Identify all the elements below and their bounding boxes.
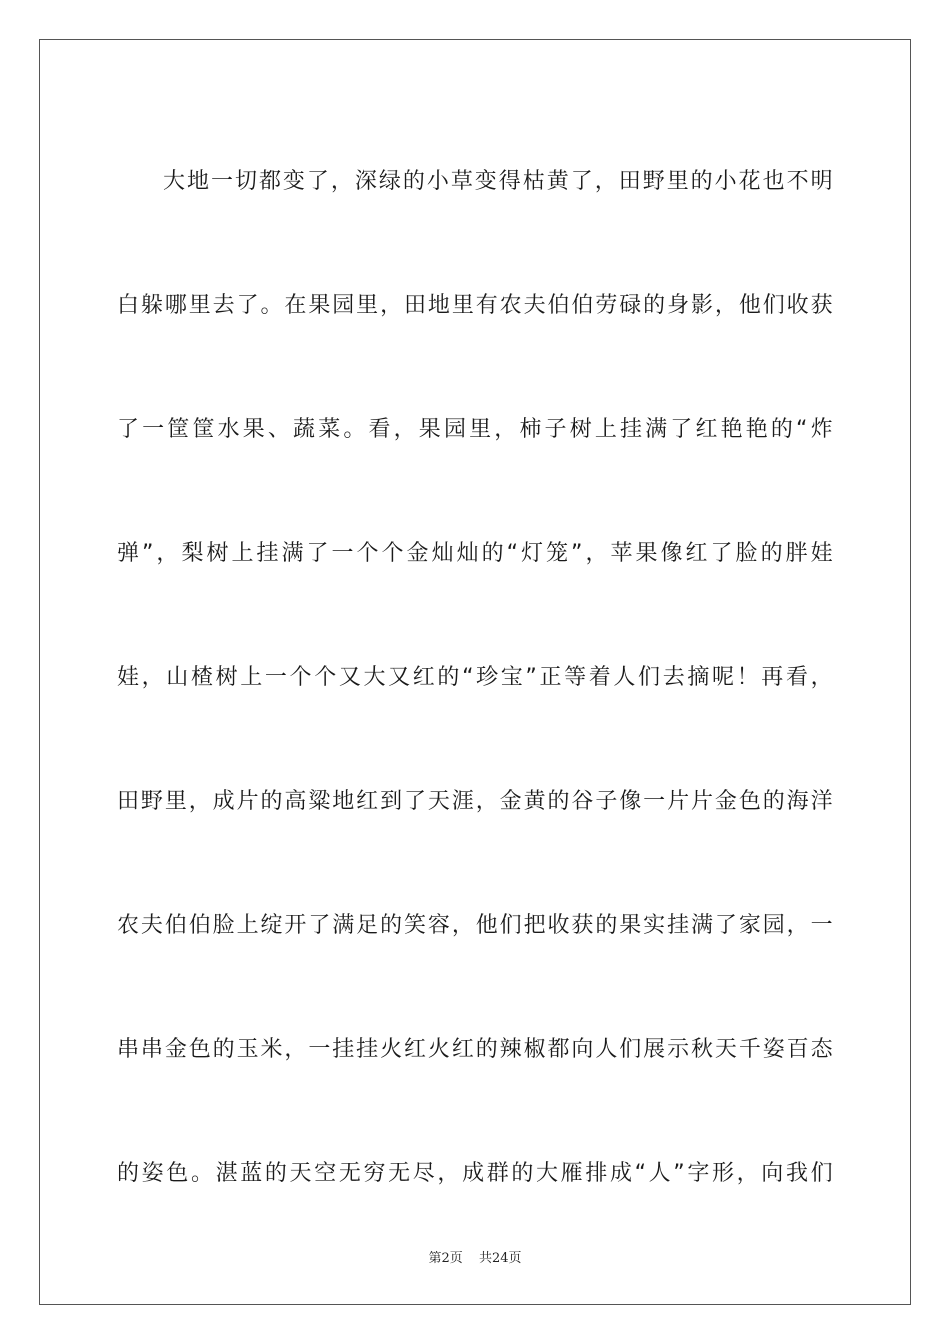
text-line-4: 弹”，梨树上挂满了一个个金灿灿的“灯笼”，苹果像红了脸的胖娃 [117,541,833,566]
page-number: 第2页 [428,1251,463,1266]
page-total: 共24页 [478,1251,522,1266]
text-line-3: 了一筐筐水果、蔬菜。看，果园里，柿子树上挂满了红艳艳的“炸 [117,417,833,442]
text-line-2: 白躲哪里去了。在果园里，田地里有农夫伯伯劳碌的身影，他们收获 [117,293,833,318]
text-line-5: 娃，山楂树上一个个又大又红的“珍宝”正等着人们去摘呢！再看， [117,665,833,690]
document-body [117,120,833,1236]
text-line-9: 的姿色。湛蓝的天空无穷无尽，成群的大雁排成“人”字形，向我们 [117,1161,833,1186]
text-line-6: 田野里，成片的高粱地红到了天涯，金黄的谷子像一片片金色的海洋 [117,789,833,814]
text-line-1: 大地一切都变了，深绿的小草变得枯黄了，田野里的小花也不明 [163,169,833,194]
text-line-7: 农夫伯伯脸上绽开了满足的笑容，他们把收获的果实挂满了家园，一 [117,913,833,938]
page-footer [0,1247,950,1266]
text-line-8: 串串金色的玉米，一挂挂火红火红的辣椒都向人们展示秋天千姿百态 [117,1037,833,1062]
